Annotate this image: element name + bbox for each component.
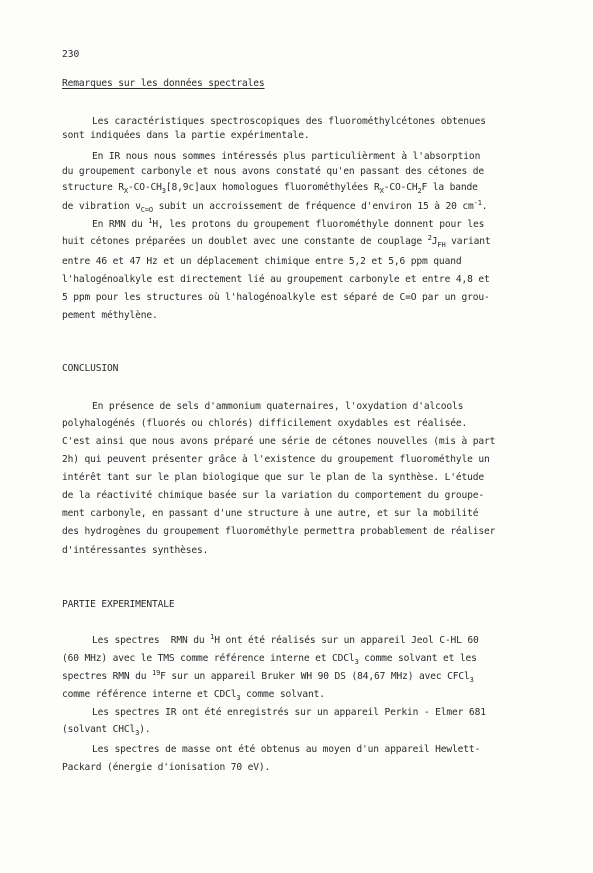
text-line: polyhalogénés (fluorés ou chlorés) difficilement oxydables est réalisée. [62,418,468,429]
text-line: ment carbonyle, en passant d'une structure à une autre, et sur la mobilité [62,508,479,519]
text-line: de vibration $\nu_{C=O}$ subit un accroissement de fréquence d'environ 15 à 20 $cm^{-1}$. [62,198,488,214]
text-line: En RMN du $^1$H, les protons du groupement fluorométhyle donnent pour les [92,216,485,230]
text-line: (solvant CHCl$_3$). [62,724,151,737]
text-line: C'est ainsi que nous avons préparé une série de cétones nouvelles (mis à part [62,436,496,447]
text-line: des hydrogènes du groupement fluorométhyle permettra probablement de réaliser [62,526,496,537]
text-line: Les spectres IR ont été enregistrés sur un appareil Perkin - Elmer 681 [92,707,486,718]
text-line: En IR nous nous sommes intéressés plus particulièrment à l'absorption [92,151,481,162]
text-line: (60 MHz) avec le TMS comme référence interne et CDCl$_3$ comme solvant et les [62,653,477,666]
text-line: intérêt tant sur le plan biologique que sur le plan de la synthèse. L'étude [62,472,484,483]
text-line: comme référence interne et CDCl$_3$ comme solvant. [62,689,325,702]
section-heading-conclusion: CONCLUSION [62,363,119,374]
text-line: Les caractéristiques spectroscopiques des fluorométhylcétones obtenues [92,116,486,127]
text-line: de la réactivité chimique basée sur la variation du comportement du groupe- [62,490,484,501]
text-line: d'intéressantes synthèses. [62,545,209,556]
text-line: pement méthylène. [62,310,158,321]
text-line: sont indiquées dans la partie expérimentale. [62,130,310,141]
text-line: Les spectres RMN du $^1$H ont été réalisés sur un appareil Jeol C-HL 60 [92,632,479,646]
text-line: l'halogénoalkyle est directement lié au groupement carbonyle et entre 4,8 et [62,274,490,285]
text-line: spectres RMN du $^{19}$F sur un appareil Bruker WH 90 DS (84,67 MHz) avec CFCl$_3$ [62,668,474,684]
section-heading-remarques: Remarques sur les données spectrales [62,78,265,89]
text-line: structure $R_X-CO-CH_3[8,9c]aux$ homologues fluorométhylées $R_X-CO-CH_2F$ la bande [62,182,478,195]
section-heading-partie-experimentale: PARTIE EXPERIMENTALE [62,599,175,610]
text-line: Packard (énergie d'ionisation 70 eV). [62,762,271,773]
text-line: du groupement carbonyle et nous avons constaté qu'en passant des cétones de [62,166,484,177]
text-line: 2h) qui peuvent présenter grâce à l'existence du groupement fluorométhyle un [62,454,490,465]
page-number: 230 [62,49,80,60]
text-line: entre 46 et 47 Hz et un déplacement chimique entre 5,2 et 5,6 ppm quand [62,256,462,267]
text-line: 5 ppm pour les structures où l'halogénoalkyle est séparé de C=O par un grou- [62,292,490,303]
text-line: Les spectres de masse ont été obtenus au moyen d'un appareil Hewlett- [92,744,481,755]
text-line: huit cétones préparées un doublet avec une constante de couplage $^2J_{FH}$ variant [62,233,491,249]
text-line: En présence de sels d'ammonium quaternaires, l'oxydation d'alcools [92,401,464,412]
